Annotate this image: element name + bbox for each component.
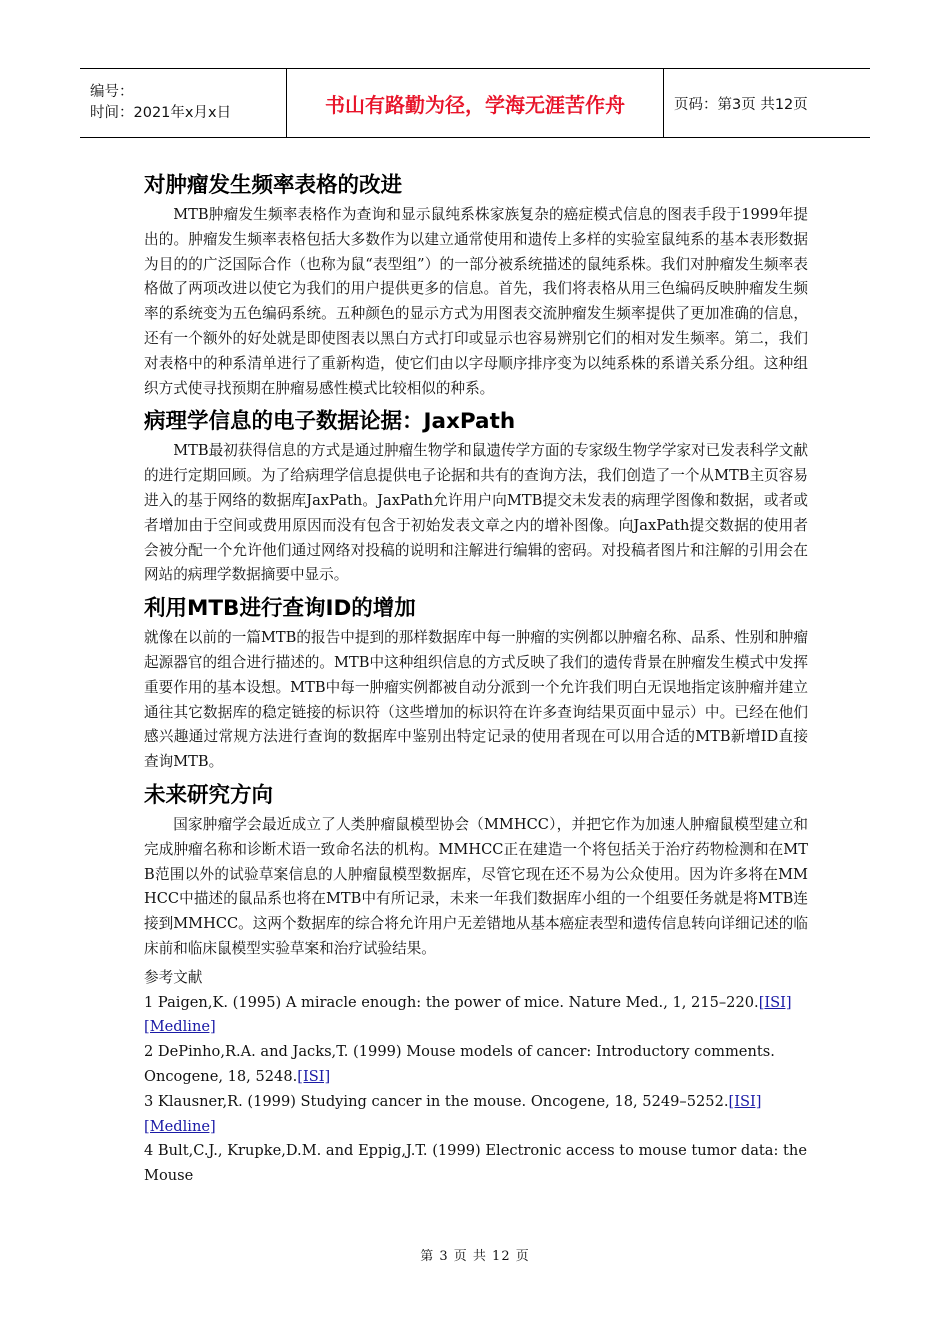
references-heading: 参考文献 xyxy=(144,968,203,986)
isi-link[interactable]: [ISI] xyxy=(758,993,792,1011)
document-number-label: 编号： xyxy=(90,84,134,100)
section-paragraph: 国家肿瘤学会最近成立了人类肿瘤鼠模型协会（MMHCC），并把它作为加速人肿瘤鼠模型建立和完成肿瘤名称和诊断术语一致命名法的机构。MMHCC正在建造一个将包括关于治疗药物检测和在MTB范围以外的试验草案信息的人肿瘤鼠模型数据库，尽管它现在还不易为公众使用。因为许多将在MMHCC中描述的鼠品系也将在MTB中有所记录，未来一年我们数据库小组的一个组要任务就是将MTB连接到MMHCC。这两个数据库的综合将允许用户无差错地从基本癌症表型和遗传信息转向详细记述的临床前和临床鼠模型实验草案和治疗试验结果。 xyxy=(144,815,808,957)
isi-link[interactable]: [ISI] xyxy=(728,1092,762,1110)
header-page-info xyxy=(664,69,870,137)
page-header xyxy=(80,68,870,138)
section-paragraph: MTB肿瘤发生频率表格作为查询和显示鼠纯系株家族复杂的癌症模式信息的图表手段于1999年提出的。肿瘤发生频率表格包括大多数作为以建立通常使用和遗传上多样的实验室鼠纯系的基本表形数据为目的的广泛国际合作（也称为鼠“表型组”）的一部分被系统描述的鼠纯系株。我们对肿瘤发生频率表格做了两项改进以使它为我们的用户提供更多的信息。首先，我们将表格从用三色编码反映肿瘤发生频率的系统变为五色编码系统。五种颜色的显示方式为用图表交流肿瘤发生频率提供了更加准确的信息，还有一个额外的好处就是即使图表以黑白方式打印或显示也容易辨别它们的相对发生频率。第二，我们对表格中的种系清单进行了重新构造，使它们由以字母顺序排序变为以纯系株的系谱关系分组。这种组织方式使寻找预期在肿瘤易感性模式比较相似的种系。 xyxy=(144,206,808,397)
motto-text: 书山有路勤为径，学海无涯苦作舟 xyxy=(325,92,625,117)
isi-link[interactable]: [ISI] xyxy=(297,1067,331,1085)
document-time-label: 时间：2021年x月x日 xyxy=(90,105,232,121)
header-meta xyxy=(80,69,287,137)
header-motto xyxy=(287,69,664,137)
reference-text: 3 Klausner,R. (1999) Studying cancer in the mouse. Oncogene, 18, 5249–5252. xyxy=(144,1092,729,1110)
reference-item xyxy=(144,1040,808,1090)
reference-item xyxy=(144,1139,808,1189)
document-body xyxy=(144,166,808,1189)
section-paragraph: 就像在以前的一篇MTB的报告中提到的那样数据库中每一肿瘤的实例都以肿瘤名称、品系、性别和肿瘤起源器官的组合进行描述的。MTB中这种组织信息的方式反映了我们的遗传背景在肿瘤发生模式中发挥重要作用的基本设想。MTB中每一肿瘤实例都被自动分派到一个允许我们明白无误地指定该肿瘤并建立通往其它数据库的稳定链接的标识符（这些增加的标识符在许多查询结果页面中显示）中。已经在他们感兴趣通过常规方法进行查询的数据库中鉴别出特定记录的使用者现在可以用合适的MTB新增ID直接查询MTB。 xyxy=(144,629,808,771)
reference-item xyxy=(144,991,808,1041)
page-footer xyxy=(0,1245,950,1264)
reference-item xyxy=(144,1090,808,1140)
medline-link[interactable]: [Medline] xyxy=(144,1117,216,1135)
reference-text: 2 DePinho,R.A. and Jacks,T. (1999) Mouse models of cancer: Introductory comments. Oncogene, 18, 5248. xyxy=(144,1043,775,1085)
section-heading: 未来研究方向 xyxy=(144,782,274,808)
footer-page-number: 第 3 页 共 12 页 xyxy=(420,1249,530,1264)
section-heading: 利用MTB进行查询ID的增加 xyxy=(144,596,416,622)
section-heading: 对肿瘤发生频率表格的改进 xyxy=(144,173,403,198)
reference-text: 4 Bult,C.J., Krupke,D.M. and Eppig,J.T. (1999) Electronic access to mouse tumor data: the Mouse xyxy=(144,1142,807,1185)
reference-text: 1 Paigen,K. (1995) A miracle enough: the power of mice. Nature Med., 1, 215–220. xyxy=(144,993,759,1011)
section-heading: 病理学信息的电子数据论据：JaxPath xyxy=(144,409,516,435)
page-info-text: 页码：第3页 共12页 xyxy=(674,96,808,113)
section-paragraph: MTB最初获得信息的方式是通过肿瘤生物学和鼠遗传学方面的专家级生物学学家对已发表科学文献的进行定期回顾。为了给病理学信息提供电子论据和共有的查询方法，我们创造了一个从MTB主页容易进入的基于网络的数据库JaxPath。JaxPath允许用户向MTB提交未发表的病理学图像和数据，或者或者增加由于空间或费用原因而没有包含于初始发表文章之内的增补图像。向JaxPath提交数据的使用者会被分配一个允许他们通过网络对投稿的说明和注解进行编辑的密码。对投稿者图片和注解的引用会在网站的病理学数据摘要中显示。 xyxy=(144,442,808,584)
medline-link[interactable]: [Medline] xyxy=(144,1018,216,1036)
